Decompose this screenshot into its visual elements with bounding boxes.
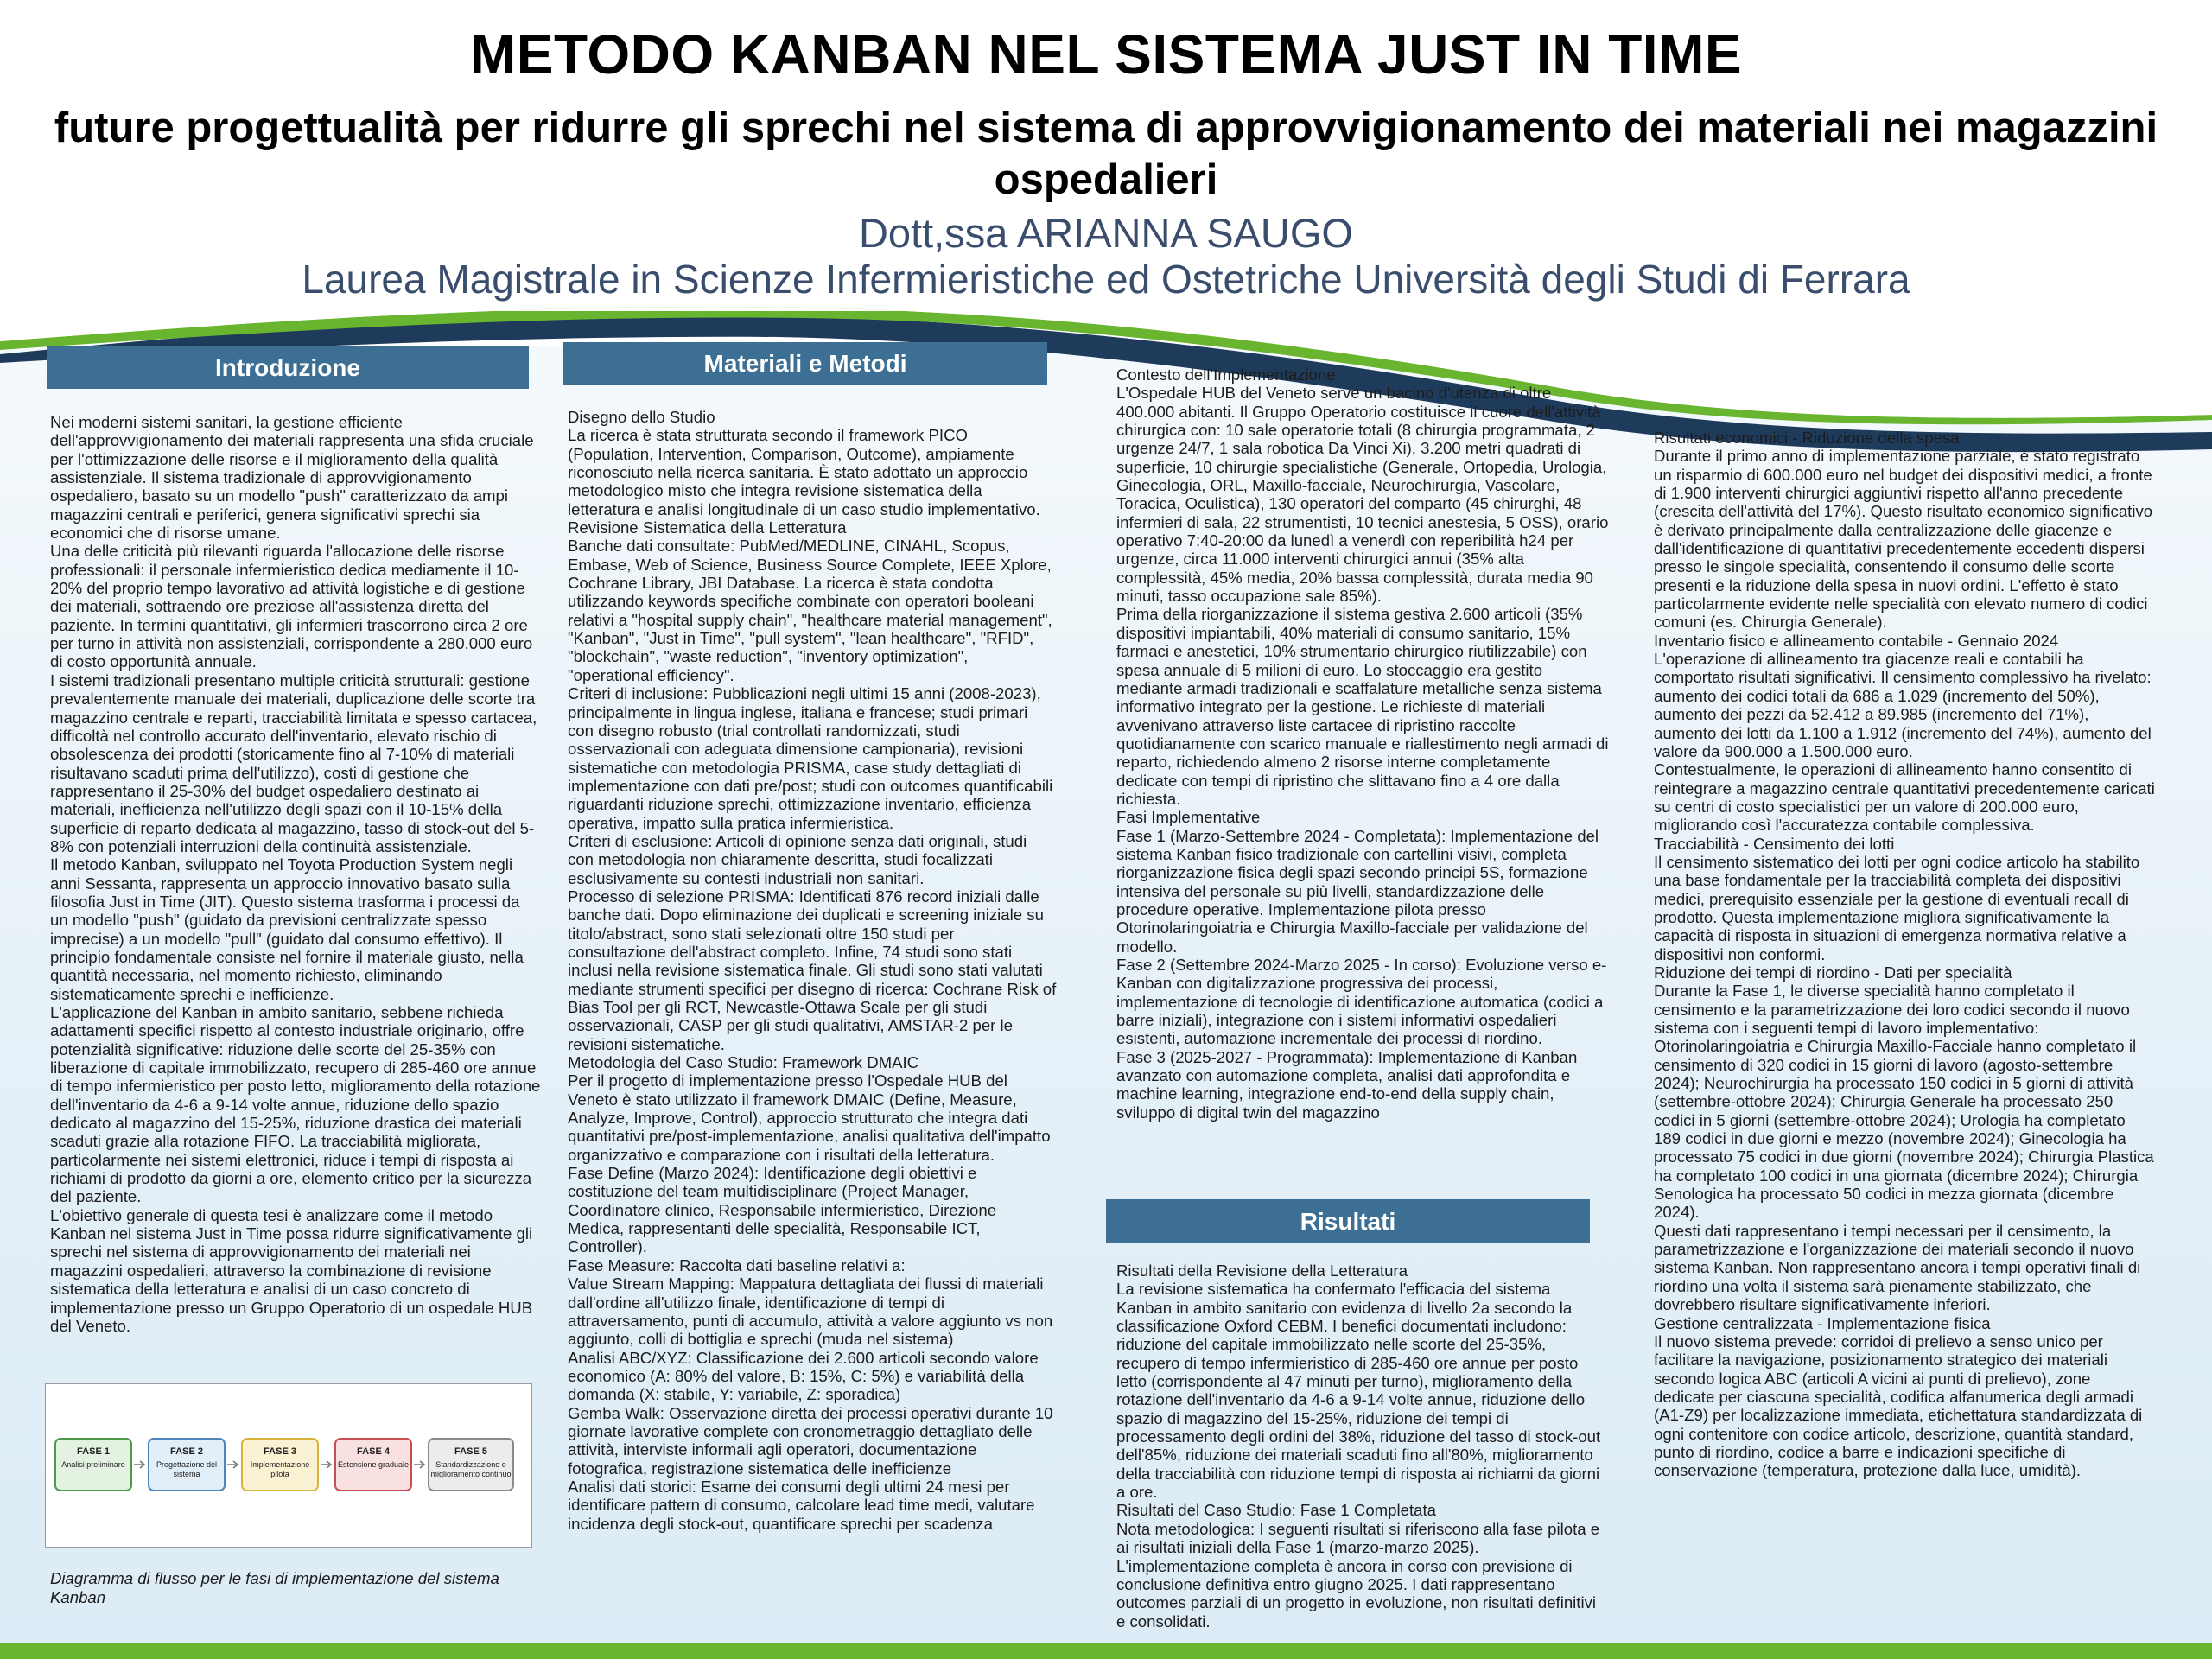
economic-paragraph: Il nuovo sistema prevede: corridoi di prelievo a senso unico per facilitare la navigazione, posizionamento strategico dei materiali secondo logica ABC (articoli A vicini ai punti di prelievo), zone dedicate per ciascuna specialità, codifica alfanumerica degli armadi (A1-Z9) per localizzazione immediata, etichettatura standardizzata di ogni contenitore con codice articolo, descrizione, quantità standard, punto di riordino, codice a barre e indicazioni specifiche di conservazione (temperatura, protezione dalla luce, umidità).	[1654, 1332, 2143, 1480]
intro-body	[50, 413, 541, 1335]
phase-label: FASE 1	[77, 1446, 110, 1457]
economic-paragraph: Questi dati rappresentano i tempi necessari per il censimento, la parametrizzazione e l'organizzazione dei materiali secondo il nuovo sistema Kanban. Non rappresentano ancora i tempi operativi finali di riordino una volta il sistema sarà pienamente stabilizzato, che dovrebbero risultare significativamente inferiori.	[1654, 1221, 2141, 1314]
phase-label: FASE 4	[357, 1446, 390, 1457]
economic-paragraph: Contestualmente, le operazioni di allineamento hanno consentito di reintegrare a magazzino centrale quantitativi precedentemente caricati su centri di costo specialistici per un valore di 200.000 euro, migliorando così l'accuratezza contabile complessiva.	[1654, 760, 2155, 835]
context-paragraph: Contesto dell'Implementazione	[1116, 365, 1336, 384]
phase-description: Estensione graduale	[337, 1460, 410, 1469]
arrow-right-icon	[321, 1460, 333, 1469]
context-body	[1116, 365, 1609, 1122]
results-paragraph: Nota metodologica: I seguenti risultati si riferiscono alla fase pilota e ai risultati iniziali della Fase 1 (marzo-marzo 2025). L'implementazione completa è ancora in corso con previsione di conclusione definitiva entro giugno 2025. I dati rappresentano outcomes parziali di un progetto in evoluzione, non risultati definitivi e consolidati.	[1116, 1519, 1600, 1630]
results-heading: Risultati	[1106, 1199, 1590, 1243]
phase-box-1	[54, 1438, 132, 1491]
methods-heading: Materiali e Metodi	[563, 342, 1047, 385]
methods-body	[568, 408, 1057, 1533]
economic-paragraph: Durante la Fase 1, le diverse specialità hanno completato il censimento e la parametrizzazione dei loro codici secondo il nuovo sistema con i seguenti tempi di lavoro implementativo: Otorinolaringoiatria e Chirurgia Maxillo-Facciale hanno completato il censimento di 320 codici in 15 giorni di lavoro (agosto-settembre 2024); Neurochirurgia ha processato 150 codici in 5 giorni di attività (settembre-ottobre 2024); Chirurgia Generale ha processato 250 codici in 5 giorni (settembre-ottobre 2024); Urologia ha completato 189 codici in due giorni e mezzo (novembre 2024); Ginecologia ha processato 75 codici in due giorni (novembre 2024); Chirurgia Plastica ha completato 100 codici in una giornata (dicembre 2024); Chirurgia Senologica ha processato 50 codici in mezza giornata (dicembre 2024).	[1654, 982, 2154, 1222]
phase-description: Standardizzazione e miglioramento continuo	[430, 1460, 512, 1478]
phase-description: Analisi preliminare	[61, 1460, 125, 1469]
methods-paragraph: Banche dati consultate: PubMed/MEDLINE, CINAHL, Scopus, Embase, Web of Science, Business Source Complete, IEEE Xplore, Cochrane Library, JBI Database. La ricerca è stata condotta utilizzando keywords specifiche combinate con operatori booleani relativi a "hospital supply chain", "healthcare material management", "Kanban", "Just in Time", "pull system", "lean healthcare", "RFID", "blockchain", "waste reduction", "inventory optimization", "operational efficiency".	[568, 537, 1052, 684]
context-paragraph: Fase 2 (Settembre 2024-Marzo 2025 - In corso): Evoluzione verso e-Kanban con digitalizzazione progressiva dei processi, implementazione di tecnologie di identificazione automatica (codici a barre iniziali), integrazione con i sistemi informativi ospedalieri esistenti, automazione incrementale dei processi di riordino.	[1116, 956, 1607, 1048]
methods-paragraph: Analisi ABC/XYZ: Classificazione dei 2.600 articoli secondo valore economico (A: 80% del valore, B: 15%, C: 5%) e variabilità della domanda (X: stabile, Y: variabile, Z: sporadica)	[568, 1348, 1039, 1404]
results-paragraph: Risultati del Caso Studio: Fase 1 Completata	[1116, 1501, 1436, 1520]
context-paragraph: Fase 1 (Marzo-Settembre 2024 - Completata): Implementazione del sistema Kanban fisico tradizionale con cartellini visivi, completa riorganizzazione fisica degli spazi secondo principi 5S, formazione intensiva del personale su più livelli, standardizzazione delle procedure operative. Implementazione pilota presso Otorinolaringoiatria e Chirurgia Maxillo-facciale per validazione del modello.	[1116, 826, 1599, 956]
methods-paragraph: La ricerca è stata strutturata secondo il framework PICO (Population, Intervention, Comparison, Outcome), ampiamente riconosciuto nella ricerca sanitaria. È stato adottato un approccio metodologico misto che integra revisione sistematica della letteratura e analisi longitudinale di un caso studio implementativo.	[568, 426, 1040, 518]
methods-paragraph: Gemba Walk: Osservazione diretta dei processi operativi durante 10 giornate lavorative complete con cronometraggio dettagliato delle attività, interviste informali agli operatori, documentazione fotografica, registrazione sistematica delle inefficienze	[568, 1403, 1053, 1478]
poster-title: METODO KANBAN NEL SISTEMA JUST IN TIME	[469, 23, 1743, 86]
phase-description: Progettazione del sistema	[156, 1460, 218, 1478]
diagram-caption: Diagramma di flusso per le fasi di implementazione del sistema Kanban	[50, 1569, 499, 1606]
methods-paragraph: Revisione Sistematica della Letteratura	[568, 518, 847, 537]
economic-paragraph: Durante il primo anno di implementazione parziale, è stato registrato un risparmio di 600.000 euro nel budget dei dispositivi medici, a fronte di 1.900 interventi chirurgici aggiuntivi rispetto all'anno precedente (crescita dell'attività del 17%). Questo risultato economico significativo è derivato principalmente dalla centralizzazione delle giacenze e dall'identificazione di quantitativi precedentemente eccedenti dispersi presso le singole specialità, consentendo il consumo delle scorte presenti e la riduzione della spesa in nuovi ordini. L'effetto è stato particolarmente evidente nelle specialità con elevato numero di codici comuni (es. Chirurgia Generale).	[1654, 447, 2153, 632]
methods-paragraph: Criteri di esclusione: Articoli di opinione senza dati originali, studi con metodologia non chiaramente descritta, studi focalizzati esclusivamente su contesti industriali non sanitari.	[568, 831, 1027, 887]
intro-paragraph: L'obiettivo generale di questa tesi è analizzare come il metodo Kanban nel sistema Just in Time possa ridurre significativamente gli sprechi nel sistema di approvvigionamento dei materiali nei magazzini ospedalieri, attraverso la combinazione di revisione sistematica della letteratura e analisi di un caso concreto di implementazione presso un Gruppo Operatorio di un ospedale HUB del Veneto.	[50, 1205, 533, 1335]
intro-paragraph: L'applicazione del Kanban in ambito sanitario, sebbene richieda adattamenti specifici rispetto al contesto industriale originario, offre potenzialità significative: riduzione delle scorte del 25-35% con liberazione di capitale immobilizzato, recupero di 285-460 ore annue di tempo infermieristico per posto letto, miglioramento della rotazione dell'inventario da 4-6 a 9-14 volte annue, riduzione dello spazio dedicato al magazzino del 15-25%, riduzione drastica dei materiali scaduti grazie alla rotazione FIFO. La tracciabilità migliorata, particolarmente nei sistemi elettronici, riduce i tempi di risposta ai richiami di prodotto da giorni a ore, elemento critico per la sicurezza del paziente.	[50, 1003, 541, 1206]
methods-paragraph: Fase Define (Marzo 2024): Identificazione degli obiettivi e costituzione del team multidisciplinare (Project Manager, Coordinatore clinico, Responsabile infermieristico, Direzione Medica, rappresentanti delle specialità, Responsabile ICT, Controller).	[568, 1164, 997, 1256]
arrow-right-icon	[414, 1460, 426, 1469]
intro-paragraph: Nei moderni sistemi sanitari, la gestione efficiente dell'approvvigionamento dei materiali rappresenta una sfida cruciale per l'ottimizzazione delle risorse e il miglioramento della qualità assistenziale. Il sistema tradizionale di approvvigionamento ospedaliero, basato su un modello "push" caratterizzato da ampi magazzini centrali e periferici, genera significativi sprechi sia economici che di risorse umane.	[50, 413, 534, 543]
methods-paragraph: Fase Measure: Raccolta dati baseline relativi a:	[568, 1255, 906, 1274]
kanban-phase-diagram	[45, 1383, 532, 1548]
arrow-right-icon	[134, 1460, 146, 1469]
intro-paragraph: Una delle criticità più rilevanti riguarda l'allocazione delle risorse professionali: il personale infermieristico dedica mediamente il 10-20% del proprio tempo lavorativo ad attività logistiche e di gestione dei materiali, sottraendo ore preziose all'assistenza diretta del paziente. In termini quantitativi, gli infermieri trascorrono circa 2 ore per turno in attività non assistenziali, corrispondente a 280.000 euro di costo opportunità annuale.	[50, 542, 533, 671]
economic-paragraph: Risultati economici - Riduzione della spesa	[1654, 429, 1960, 447]
phase-box-2	[148, 1438, 226, 1491]
methods-paragraph: Analisi dati storici: Esame dei consumi degli ultimi 24 mesi per identificare pattern di consumo, calcolare lead time medi, valutare incidenza degli stock-out, quantificare sprechi per scadenza	[568, 1477, 1035, 1533]
methods-paragraph: Value Stream Mapping: Mappatura dettagliata dei flussi di materiali dall'ordine all'utilizzo finale, identificazione di tempi di attraversamento, punti di accumulo, attività a valore aggiunto vs non aggiunto, colli di bottiglia e sprechi (muda nel sistema)	[568, 1274, 1053, 1349]
phase-label: FASE 3	[264, 1446, 296, 1457]
results-paragraph: La revisione sistematica ha confermato l'efficacia del sistema Kanban in ambito sanitario con evidenza di livello 2a secondo la classificazione Oxford CEBM. I benefici documentati includono: riduzione del capitale immobilizzato nelle scorte del 25-35%, recupero di tempo infermieristico di 285-460 ore annue per posto letto (corrispondente al 47 minuti per turno), miglioramento della rotazione dell'inventario da 4-6 a 9-14 volte annue, riduzione dello spazio di magazzino del 15-25%, riduzione dei tempi di processamento degli ordini del 38%, riduzione del tasso di stock-out dell'85%, riduzione dei materiali scaduti fino all'80%, miglioramento della tracciabilità con riduzione tempi di risposta ai richiami da giorni a ore.	[1116, 1280, 1601, 1502]
methods-paragraph: Per il progetto di implementazione presso l'Ospedale HUB del Veneto è stato utilizzato il framework DMAIC (Define, Measure, Analyze, Improve, Control), approccio strutturato che integra dati quantitativi pre/post-implementazione, analisi qualitativa dell'impatto organizzativo e comparazione con i risultati della letteratura.	[568, 1071, 1051, 1164]
results-body	[1116, 1262, 1609, 1630]
methods-paragraph: Metodologia del Caso Studio: Framework DMAIC	[568, 1053, 919, 1072]
author-affiliation: Laurea Magistrale in Scienze Infermieristiche ed Ostetriche Università degli Studi di Ferrara	[302, 257, 1910, 302]
phase-label: FASE 2	[170, 1446, 203, 1457]
author-name: Dott,ssa ARIANNA SAUGO	[858, 210, 1353, 256]
poster-subtitle: future progettualità per ridurre gli sprechi nel sistema di approvvigionamento dei materiali nei magazzini ospedalieri	[54, 105, 2158, 203]
methods-paragraph: Processo di selezione PRISMA: Identificati 876 record iniziali dalle banche dati. Dopo eliminazione dei duplicati e screening iniziale su titolo/abstract, sono stati selezionati oltre 150 studi per consultazione dell'abstract completo. Infine, 74 studi sono stati inclusi nella revisione sistematica finale. Gli studi sono stati valutati mediante strumenti specifici per disegno di ricerca: Cochrane Risk of Bias Tool per gli RCT, Newcastle-Ottawa Scale per gli studi osservazionali, CASP per gli studi qualitativi, AMSTAR-2 per le revisioni sistematiche.	[568, 887, 1057, 1053]
context-paragraph: L'Ospedale HUB del Veneto serve un bacino d'utenza di oltre 400.000 abitanti. Il Gruppo Operatorio costituisce il cuore dell'attività chirurgica con: 10 sale operatorie totali (8 chirurgia programmata, 2 urgenze 24/7, 1 sala robotica Da Vinci Xi), 3.200 metri quadrati di superficie, 10 chirurgie specialistiche (Generale, Ortopedia, Urologia, Ginecologia, ORL, Maxillo-facciale, Neurochirurgia, Vascolare, Toracica, Oculistica), 130 operatori del comparto (45 chirurghi, 48 infermieri di sala, 22 strumentisti, 10 tecnici anestesia, 5 OSS), orario operativo 7:40-20:00 da lunedì a venerdì con reperibilità h24 per urgenze, circa 11.000 interventi chirurgici annui (35% alta complessità, 45% media, 20% bassa complessità, durata media 90 minuti, tasso occupazione sale 85%).	[1116, 384, 1609, 606]
economic-paragraph: Tracciabilità - Censimento dei lotti	[1654, 834, 1895, 853]
footer-green-bar	[0, 1643, 2212, 1659]
intro-paragraph: I sistemi tradizionali presentano multiple criticità strutturali: gestione prevalentemente manuale dei materiali, duplicazione delle scorte tra magazzino centrale e reparti, tracciabilità limitata e spesso cartacea, difficoltà nel controllo accurato dell'inventario, elevato rischio di obsolescenza dei prodotti (storicamente fino al 7-10% di materiali risultavano scaduti prima dell'utilizzo), costi di gestione che rappresentano il 25-30% del budget ospedaliero destinato ai materiali, inefficienza nell'utilizzo degli spazi con il 10-15% della superficie di reparto dedicata al magazzino, tasso di stock-out del 5-8% con potenziali interruzioni della continuità assistenziale.	[50, 671, 537, 855]
phase-box-5	[428, 1438, 514, 1491]
phase-label: FASE 5	[454, 1446, 487, 1457]
economic-paragraph: Inventario fisico e allineamento contabile - Gennaio 2024	[1654, 631, 2059, 650]
context-paragraph: Fase 3 (2025-2027 - Programmata): Implementazione di Kanban avanzato con automazione completa, analisi dati approfondita e machine learning, integrazione end-to-end della supply chain, sviluppo di digital twin del magazzino	[1116, 1047, 1578, 1122]
context-paragraph: Prima della riorganizzazione il sistema gestiva 2.600 articoli (35% dispositivi impiantabili, 40% materiali di consumo sanitario, 15% farmaci e anestetici, 10% strumentario chirurgico riutilizzabile) con spesa annuale di 5 milioni di euro. Lo stoccaggio era gestito mediante armadi tradizionali e scaffalature metalliche senza sistema informativo integrato per la gestione. Le richieste di materiali avvenivano attraverso liste cartacee di ripristino raccolte quotidianamente con scarico manuale e riallestimento negli armadi di reparto, richiedendo almeno 2 risorse interne completamente dedicate con tempi di ripristino che slittavano fino a 4 ore dalla richiesta.	[1116, 605, 1609, 808]
phase-description: Implementazione pilota	[250, 1460, 310, 1478]
methods-paragraph: Criteri di inclusione: Pubblicazioni negli ultimi 15 anni (2008-2023), principalmente in lingua inglese, italiana e francese; studi primari con disegno robusto (trial controllati randomizzati, studi osservazionali con adeguata dimensione campionaria), revisioni sistematiche con metodologia PRISMA, case study dettagliati di implementazione con dati pre/post; studi con outcomes quantificabili riguardanti riduzione sprechi, ottimizzazione inventario, efficienza operativa, impatto sulla pratica infermieristica.	[568, 684, 1053, 832]
phase-box-3	[241, 1438, 319, 1491]
methods-paragraph: Disegno dello Studio	[568, 408, 715, 426]
economic-paragraph: L'operazione di allineamento tra giacenze reali e contabili ha comportato risultati significativi. Il censimento complessivo ha rivelato: aumento dei codici totali da 686 a 1.029 (incremento del 50%), aumento dei pezzi da 52.412 a 89.985 (incremento del 71%), aumento dei lotti da 1.100 a 1.912 (incremento del 74%), aumento del valore da 900.000 a 1.500.000 euro.	[1654, 650, 2152, 760]
results-paragraph: Risultati della Revisione della Letteratura	[1116, 1262, 1408, 1280]
economic-paragraph: Il censimento sistematico dei lotti per ogni codice articolo ha stabilito una base fondamentale per la tracciabilità completa dei dispositivi medici, prerequisito essenziale per la gestione di eventuali recall di prodotto. Questa implementazione migliora significativamente la capacità di risposta in situazioni di emergenza normativa relative a dispositivi non conformi.	[1654, 852, 2140, 963]
intro-paragraph: Il metodo Kanban, sviluppato nel Toyota Production System negli anni Sessanta, rappresenta un approccio innovativo basato sulla filosofia Just in Time (JIT). Questo sistema trasforma i processi da un modello "push" (guidato da previsioni centralizzate spesso imprecise) a un modello "pull" (guidato dal consumo effettivo). Il principio fondamentale consiste nel fornire il materiale giusto, nella quantità necessaria, nel momento richiesto, eliminando sistematicamente sprechi e inefficienze.	[50, 855, 524, 1003]
intro-heading: Introduzione	[47, 346, 529, 389]
phase-box-4	[334, 1438, 412, 1491]
arrow-right-icon	[227, 1460, 239, 1469]
economic-results-body	[1654, 429, 2155, 1480]
economic-paragraph: Riduzione dei tempi di riordino - Dati per specialità	[1654, 963, 2012, 982]
economic-paragraph: Gestione centralizzata - Implementazione fisica	[1654, 1313, 1991, 1332]
context-paragraph: Fasi Implementative	[1116, 808, 1261, 827]
